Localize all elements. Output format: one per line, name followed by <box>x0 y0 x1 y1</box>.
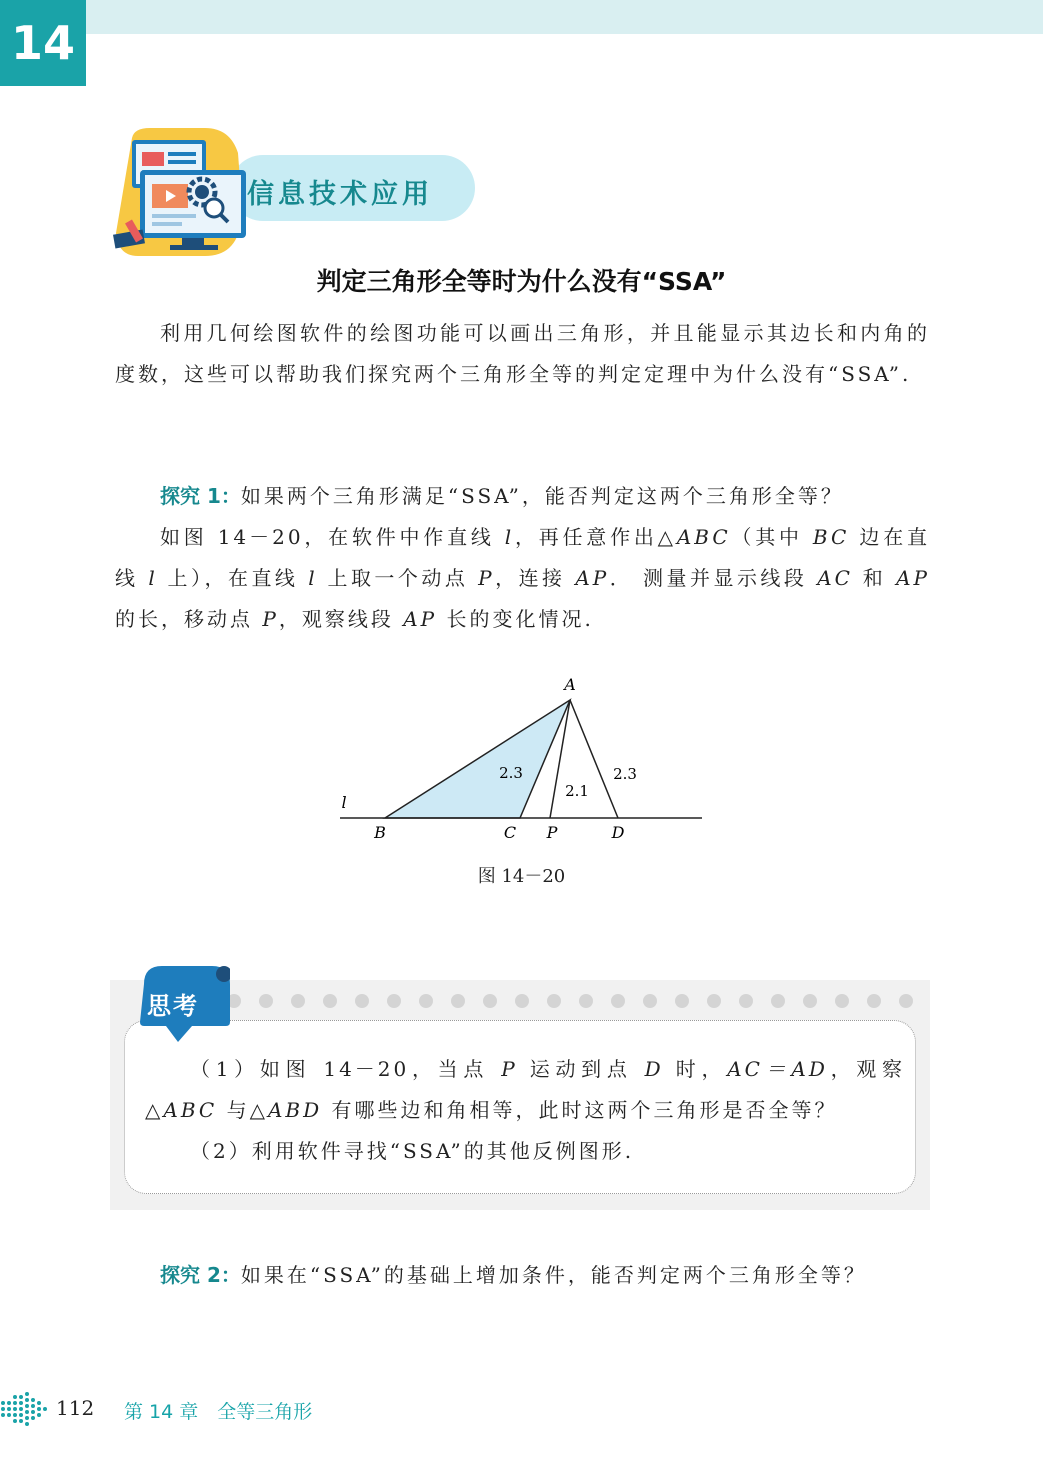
explore1-label: 探究 1： <box>160 484 241 508</box>
label-a: A <box>564 675 576 694</box>
think-question-2: （2）利用软件寻找“SSA”的其他反例图形. <box>190 1139 635 1163</box>
explore1-body: 如图 14－20，在软件中作直线 l，再任意作出△ABC（其中 BC 边在直线 l 上），在直线 l 上取一个动点 P，连接 AP． 测量并显示线段 AC 和 AP 的长，移动点 P，观察线段 AP 长的变化情况. <box>115 525 930 631</box>
explore2-label: 探究 2： <box>160 1263 241 1287</box>
footer-chapter-label: 第 14 章 全等三角形 <box>124 1401 313 1423</box>
top-bar <box>0 0 1043 34</box>
label-c: C <box>503 823 517 842</box>
page-title: 判定三角形全等时为什么没有“SSA” <box>316 267 727 296</box>
label-p: P <box>546 823 558 842</box>
explore1-section <box>115 476 930 640</box>
think-question-1: （1）如图 14－20，当点 P 运动到点 D 时，AC＝AD，观察△ABC 与△ABD 有哪些边和角相等，此时这两个三角形是否全等？ <box>145 1057 905 1122</box>
label-l: l <box>341 793 347 812</box>
label-d: D <box>611 823 625 842</box>
page-number: 112 <box>56 1396 95 1420</box>
intro-paragraph <box>115 313 930 395</box>
figure-caption: 图 14－20 <box>477 866 566 887</box>
banner-title: 信息技术应用 <box>247 179 433 210</box>
explore1-question: 如果两个三角形满足“SSA”，能否判定这两个三角形全等？ <box>240 484 844 508</box>
length-ad: 2.3 <box>613 765 637 783</box>
length-ac: 2.3 <box>499 764 523 782</box>
explore2-section <box>115 1255 930 1296</box>
explore2-question: 如果在“SSA”的基础上增加条件，能否判定两个三角形全等？ <box>240 1263 867 1287</box>
intro-text: 利用几何绘图软件的绘图功能可以画出三角形，并且能显示其边长和内角的度数，这些可以帮助我们探究两个三角形全等的判定定理中为什么没有“SSA”. <box>115 321 930 386</box>
think-questions <box>145 1049 905 1172</box>
chapter-number-tab: 14 <box>0 0 86 86</box>
footer-dots-icon <box>0 1392 48 1426</box>
triangle-abc <box>385 700 570 818</box>
think-tag-label: 思考 <box>147 992 199 1020</box>
segment-ad <box>570 700 618 818</box>
figure-14-20 <box>330 670 720 850</box>
length-ap: 2.1 <box>565 782 589 800</box>
label-b: B <box>374 823 386 842</box>
decorative-dots <box>226 993 926 1009</box>
